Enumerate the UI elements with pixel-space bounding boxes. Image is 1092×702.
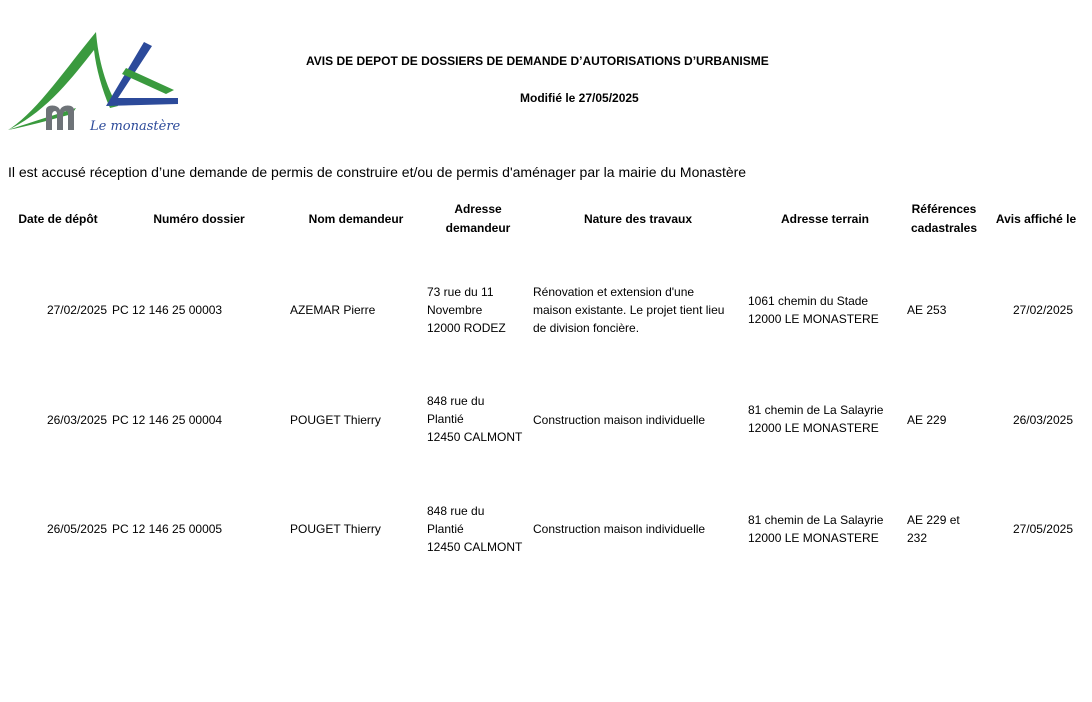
- row2-nom-demandeur: POUGET Thierry: [290, 413, 381, 427]
- row1-nature-travaux: Rénovation et extension d'une maison existante. Le projet tient lieu de division foncière.: [533, 285, 725, 335]
- row3-numero-dossier: PC 12 146 25 00005: [112, 522, 223, 536]
- row2-nature-travaux: Construction maison individuelle: [533, 413, 706, 427]
- row1-avis-affiche: 27/02/2025: [1012, 303, 1073, 317]
- header-adresse-terrain: Adresse terrain: [780, 212, 870, 226]
- row3-date-depot: 26/05/2025: [46, 522, 107, 536]
- row3-adresse-terrain: 81 chemin de La Salayrie 12000 LE MONASTERE: [748, 513, 884, 545]
- row3-nature-travaux: Construction maison individuelle: [533, 522, 706, 536]
- row2-avis-affiche: 26/03/2025: [1012, 413, 1073, 427]
- row3-adresse-demandeur: 848 rue du Plantié 12450 CALMONT: [427, 504, 523, 554]
- row2-references: AE 229: [907, 413, 947, 427]
- page-title: AVIS DE DEPOT DE DOSSIERS DE DEMANDE D’AUTORISATIONS D’URBANISME: [306, 54, 769, 68]
- header-nom-demandeur: Nom demandeur: [308, 212, 404, 226]
- logo-text: Le monastère: [90, 119, 181, 134]
- header-references-cadastrales: Références cadastrales: [910, 202, 978, 235]
- row3-references: AE 229 et 232: [907, 513, 960, 545]
- row1-adresse-demandeur: 73 rue du 11 Novembre 12000 RODEZ: [427, 285, 506, 335]
- row1-references: AE 253: [907, 303, 947, 317]
- row3-nom-demandeur: POUGET Thierry: [290, 522, 381, 536]
- header-numero-dossier: Numéro dossier: [153, 212, 245, 226]
- intro-text: Il est accusé réception d’une demande de permis de construire et/ou de permis d'aménager par la mairie du Monastère: [8, 164, 746, 180]
- header-date-depot: Date de dépôt: [18, 212, 98, 226]
- row1-nom-demandeur: AZEMAR Pierre: [290, 303, 376, 317]
- row2-date-depot: 26/03/2025: [46, 413, 107, 427]
- header-adresse-demandeur: Adresse demandeur: [445, 202, 511, 235]
- row1-adresse-terrain: 1061 chemin du Stade 12000 LE MONASTERE: [748, 294, 879, 326]
- row3-avis-affiche: 27/05/2025: [1012, 522, 1073, 536]
- row1-numero-dossier: PC 12 146 25 00003: [112, 303, 223, 317]
- row2-adresse-demandeur: 848 rue du Plantié 12450 CALMONT: [427, 394, 523, 444]
- logo: [6, 28, 196, 138]
- row2-adresse-terrain: 81 chemin de La Salayrie 12000 LE MONASTERE: [748, 403, 884, 435]
- header-nature-travaux: Nature des travaux: [583, 212, 693, 226]
- header-avis-affiche: Avis affiché le: [995, 212, 1077, 226]
- row1-date-depot: 27/02/2025: [46, 303, 107, 317]
- row2-numero-dossier: PC 12 146 25 00004: [112, 413, 223, 427]
- modified-date: Modifié le 27/05/2025: [520, 91, 639, 105]
